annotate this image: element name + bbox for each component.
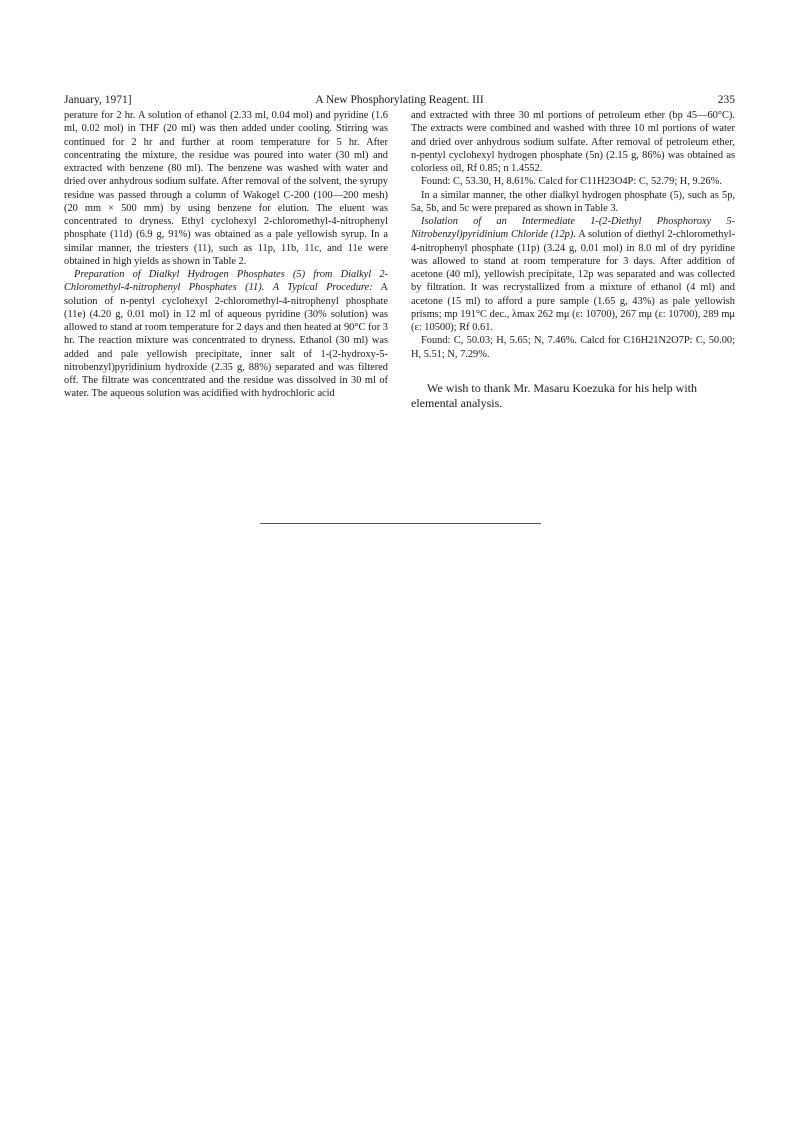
header-date: January, 1971] [64, 94, 132, 106]
section-heading-isolation: Isolation of an Intermediate 1-(2-Diethyl Phosphoroxy 5-Nitrobenzyl)pyridinium Chloride (12p). [411, 216, 735, 241]
paragraph-isolation [411, 215, 735, 334]
isolation-text: A solution of diethyl 2-chloromethyl-4-nitrophenyl phosphate (11p) (3.24 g, 0.01 mol) in 8.0 ml of dry pyridine was allowed to stand at room temperature for 3 days. After addition of acetone (40 ml), yellowish precipitate, 12p was separated and was collected by filtration. It was recrystallized from a mixture of ethanol (4 ml) and acetone (15 ml) to afford a pure sample (1.65 g, 43%) as pale yellowish prisms; mp 191°C dec., λmax 262 mμ (ε: 10700), 267 mμ (ε: 10700), 289 mμ (ε: 10500); Rf 0.61. [411, 229, 735, 333]
analysis-found-5n: Found: C, 53.30, H, 8.61%. Calcd for C11H23O4P: C, 52.79; H, 9.26%. [421, 176, 722, 188]
end-rule [260, 523, 541, 524]
acknowledgement: We wish to thank Mr. Masaru Koezuka for his help with elemental analysis. [411, 380, 697, 410]
header-title: A New Phosphorylating Reagent. III [315, 94, 484, 106]
procedure-text: A solution of n-pentyl cyclohexyl 2-chloromethyl-4-nitrophenyl phosphate (11e) (4.20 g, 0.01 mol) in 12 ml of aqueous pyridine (30% solution) was allowed to stand at room temperature for 2 days and then heated at 90°C for 3 hr. The reaction mixture was concentrated to dryness. Ethanol (30 ml) was added and pale yellowish precipitate, inner salt of 1-(2-hydroxy-5-nitrobenzyl)pyridinium hydroxide (2.35 g, 88%) separated and was filtered off. The filtrate was concentrated and the residue was dissolved in 30 ml of water. The aqueous solution was acidified with hydrochloric acid [64, 282, 388, 400]
analysis-found-12p: Found: C, 50.03; H, 5.65; N, 7.46%. Calcd for C16H21N2O7P: C, 50.00; H, 5.51; N, 7.29%. [411, 335, 735, 360]
paragraph-synthesis-continued: perature for 2 hr. A solution of ethanol (2.33 ml, 0.04 mol) and pyridine (1.6 ml, 0.02 mol) in THF (20 ml) was then added under cooling. Stirring was continued for 2 hr and further at room temperature for 5 hr. After concentrating the mixture, the residue was poured into water (30 ml) and extracted with benzene (80 ml). The benzene was washed with water and dried over anhydrous sodium sulfate. After removal of the solvent, the syrupy residue was passed through a column of Wakogel C-200 (100—200 mesh) (20 mm × 500 mm) by using benzene for elution. The eluent was concentrated to dryness. Ethyl cyclohexyl 2-chloromethyl-4-nitrophenyl phosphate (11d) (6.9 g, 91%) was obtained as a pale yellowish syrup. In a similar manner, the triesters (11), such as 11p, 11b, 11c, and 11e were obtained in high yields as shown in Table 2. [64, 110, 388, 267]
paragraph-similar-manner: In a similar manner, the other dialkyl hydrogen phosphate (5), such as 5p, 5a, 5b, and 5c were prepared as shown in Table 3. [411, 189, 735, 214]
subheading-typical-procedure: A Typical Procedure: [272, 282, 373, 294]
running-header [64, 92, 735, 108]
section-heading-preparation: Preparation of Dialkyl Hydrogen Phosphates (5) from Dialkyl 2-Chloromethyl-4-nitrophenyl Phosphates (11). [64, 269, 388, 294]
paragraph-extraction: and extracted with three 30 ml portions of petroleum ether (bp 45—60°C). The extracts were combined and washed with three 10 ml portions of water and dried over anhydrous sodium sulfate. After removal of petroleum ether, n-pentyl cyclohexyl hydrogen phosphate (5n) (2.15 g, 86%) was obtained as colorless oil, Rf 0.85; n 1.4552. [411, 110, 735, 174]
paragraph-preparation [64, 268, 388, 401]
left-column [64, 109, 388, 401]
right-column [411, 109, 735, 411]
page-number: 235 [717, 94, 735, 106]
